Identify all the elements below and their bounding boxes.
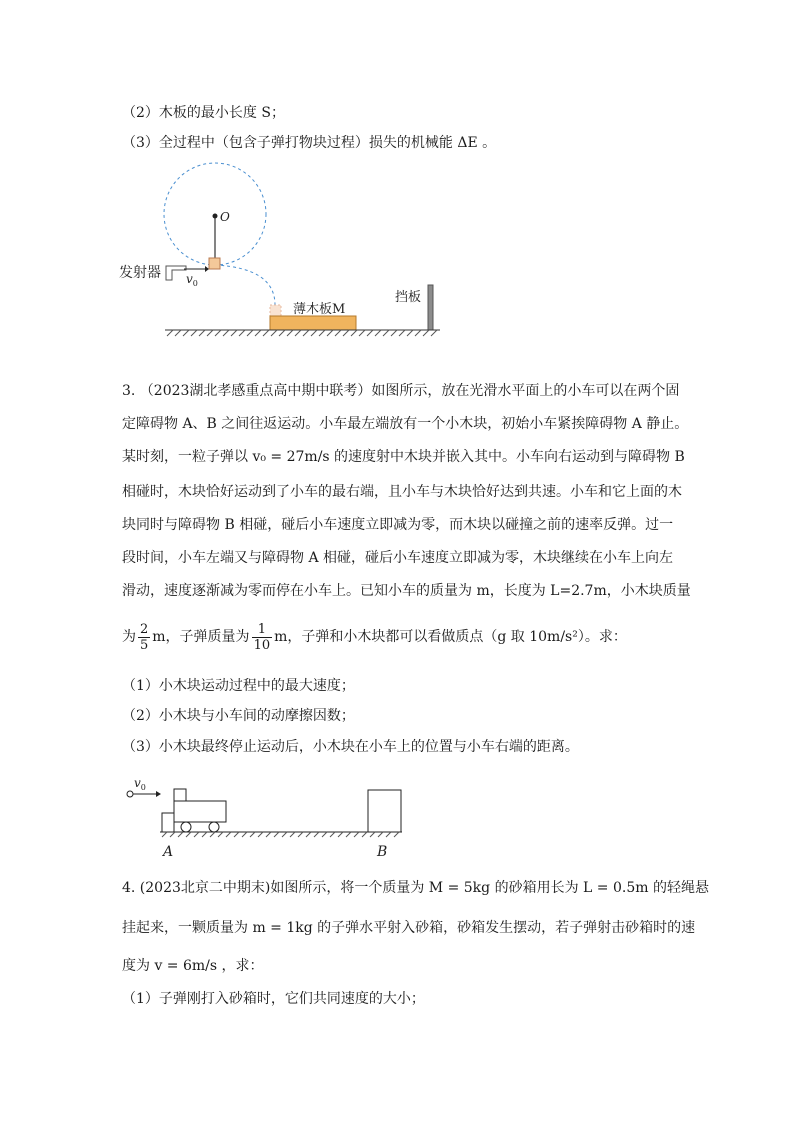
velocity-label-2: $v_0$ — [134, 776, 146, 792]
obstacle-b — [368, 790, 401, 832]
cart-wheel-left — [181, 822, 191, 832]
problem3-line-5: 块同时与障碍物 B 相碰，碰后小车速度立即减为零，而木块以碰撞之前的速率反弹。过一 — [122, 517, 674, 533]
dashed-fall-path — [215, 265, 275, 305]
problem3-question-1: （1）小木块运动过程中的最大速度； — [122, 678, 355, 694]
block — [209, 258, 220, 269]
problem4-line-3: 度为 v = 6m/s ，求： — [122, 958, 264, 974]
velocity-label: $v_0$ — [186, 272, 198, 288]
small-block — [174, 789, 186, 801]
figure-circular-launcher — [110, 160, 450, 345]
pivot-point — [213, 214, 218, 219]
board-label: 薄木板M — [293, 302, 346, 317]
figure-cart-obstacles — [120, 770, 420, 865]
cart-body — [174, 801, 226, 822]
bullet — [127, 791, 133, 797]
ground-hatching-2 — [162, 832, 399, 837]
problem3-question-3: （3）小木块最终停止运动后，小木块在小车上的位置与小车右端的距离。 — [122, 739, 579, 755]
baffle-label: 挡板 — [395, 290, 422, 305]
problem4-question-1: （1）子弹刚打入砂箱时，它们共同速度的大小； — [122, 991, 425, 1007]
obstacle-a — [162, 813, 174, 832]
problem4-line-1: 4. (2023北京二中期末)如图所示，将一个质量为 M = 5kg 的砂箱用长为 L = 0.5m 的轻绳悬 — [122, 880, 709, 896]
problem3-line-8 — [122, 619, 694, 655]
launcher-icon — [166, 266, 186, 280]
problem3-line-8-mid: m，子弹质量为 — [152, 629, 250, 645]
obstacle-a-label: A — [163, 844, 174, 860]
problem4-line-2: 挂起来，一颗质量为 m = 1kg 的子弹水平射入砂箱，砂箱发生摆动，若子弹射击砂箱时的速 — [122, 920, 696, 936]
problem3-line-7: 滑动，速度逐渐减为零而停在小车上。已知小车的质量为 m，长度为 L=2.7m，小木块质量 — [122, 583, 691, 599]
problem3-line-8-start: 为 — [122, 629, 136, 645]
problem3-line-6: 段时间，小车左端又与障碍物 A 相碰，碰后小车速度立即减为零，木块继续在小车上向左 — [122, 550, 674, 566]
problem2-question-2: （2）木板的最小长度 S； — [122, 105, 285, 121]
problem3-question-2: （2）小木块与小车间的动摩擦因数； — [122, 708, 355, 724]
ground-hatching — [167, 330, 437, 336]
problem3-line-8-end: m，子弹和小木块都可以看做质点（g 取 10m/s²）。求： — [274, 629, 627, 645]
launcher-label: 发射器 — [119, 265, 161, 281]
problem3-line-4: 相碰时，木块恰好运动到了小车的最右端，且小车与木块恰好达到共速。小车和它上面的木 — [122, 484, 682, 500]
problem3-line-2: 定障碍物 A、B 之间往返运动。小车最左端放有一个小木块，初始小车紧挨障碍物 A 静止。 — [122, 416, 689, 432]
velocity-arrow-head — [205, 266, 209, 272]
cart-wheel-right — [209, 822, 219, 832]
velocity-arrow-head-2 — [156, 791, 161, 797]
problem3-line-3: 某时刻，一粒子弹以 v₀ = 27m/s 的速度射中木块并嵌入其中。小车向右运动到与障碍物 B — [122, 449, 685, 465]
pivot-label: O — [220, 210, 230, 224]
ghost-block — [270, 305, 281, 316]
baffle — [428, 285, 433, 330]
obstacle-b-label: B — [377, 844, 388, 860]
fraction-two-fifths: $\frac{2}{5}$ — [140, 621, 149, 653]
problem3-line-1: 3. （2023湖北孝感重点高中期中联考）如图所示，放在光滑水平面上的小车可以在两个固 — [122, 383, 680, 399]
thin-board — [270, 316, 356, 330]
problem2-question-3: （3）全过程中（包含子弹打物块过程）损失的机械能 ΔE 。 — [122, 135, 497, 151]
fraction-one-tenth: $\frac{1}{10}$ — [253, 621, 271, 653]
